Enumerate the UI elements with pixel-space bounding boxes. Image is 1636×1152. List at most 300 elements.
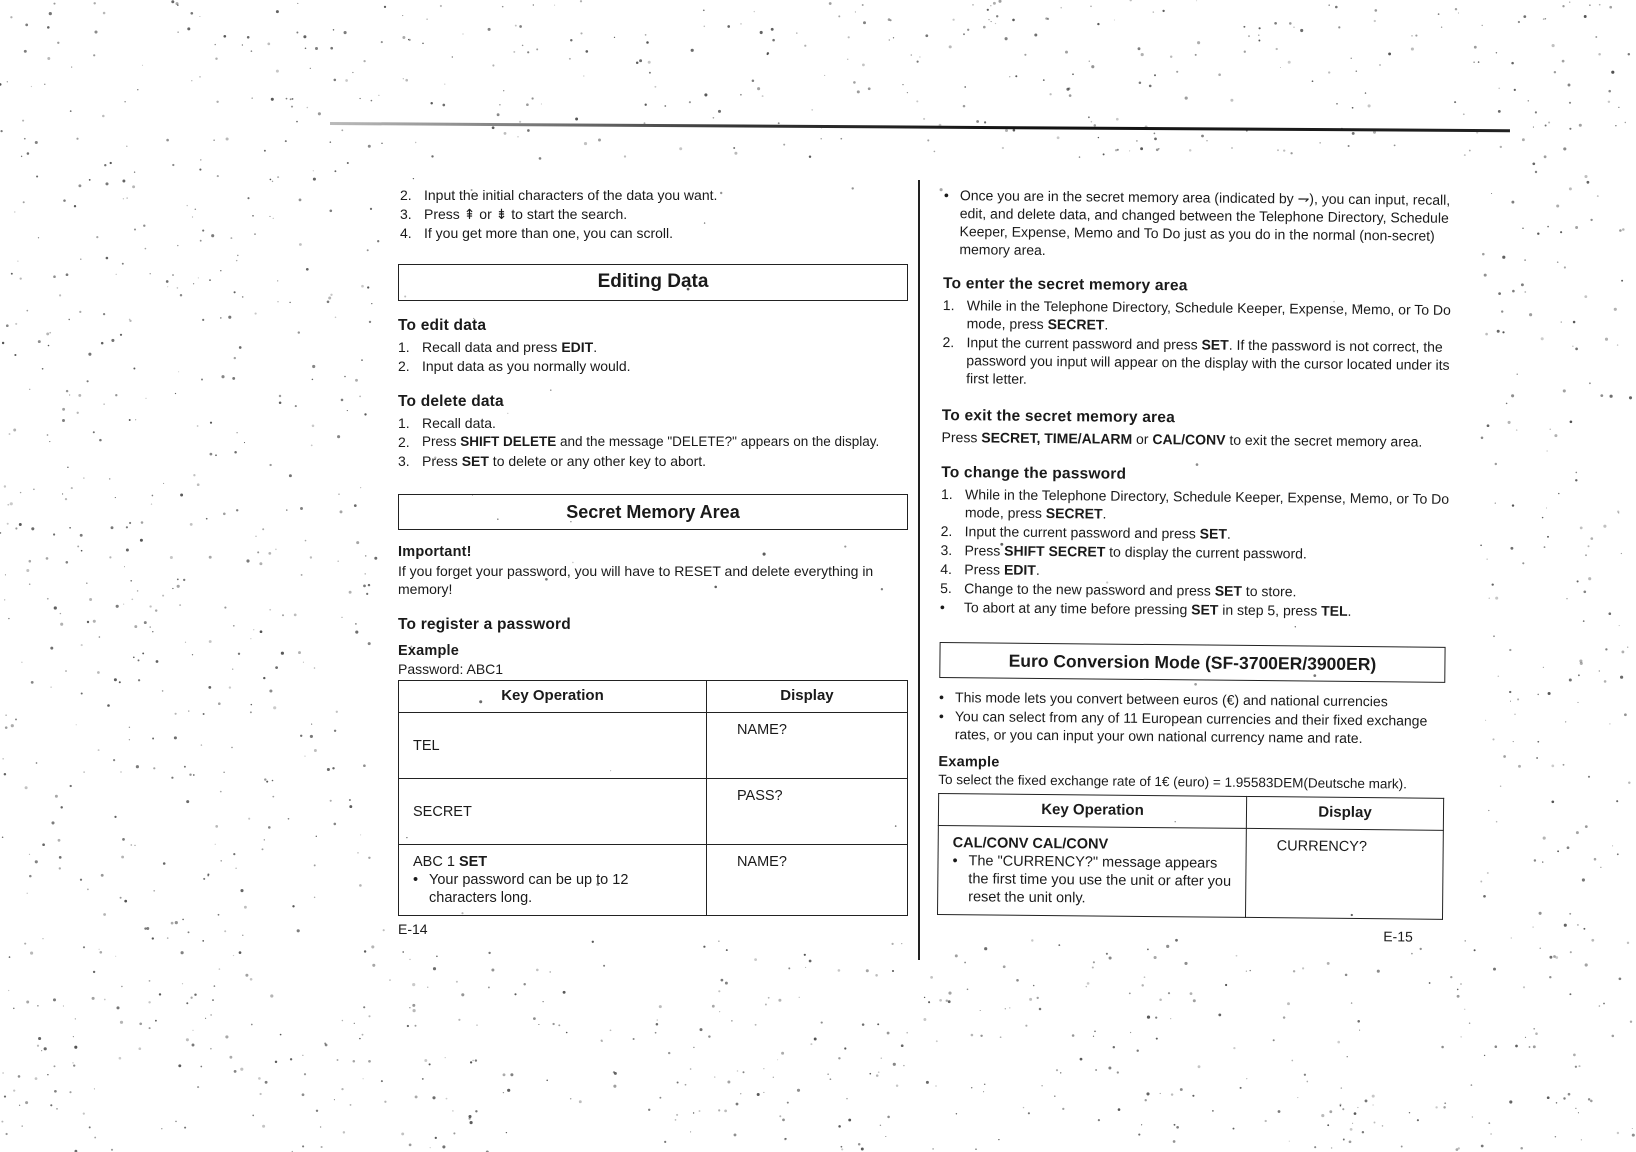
noise-dot [363,60,365,62]
noise-dot [1543,837,1546,840]
noise-dot [267,43,270,46]
noise-dot [703,946,705,948]
noise-dot [1553,955,1556,958]
noise-dot [1469,150,1471,152]
noise-dot [62,419,65,422]
noise-dot [1374,20,1376,22]
key-operation-header: Key Operation [938,793,1246,828]
noise-dot [1185,97,1188,100]
noise-dot [190,523,193,526]
noise-dot [134,625,137,628]
noise-dot [15,718,17,720]
noise-dot [1409,1112,1410,1113]
noise-dot [785,1138,787,1140]
noise-dot [645,34,647,36]
noise-dot [1627,942,1629,944]
noise-dot [693,1112,694,1113]
noise-dot [1341,1087,1342,1088]
noise-dot [231,747,232,748]
noise-dot [896,1084,898,1086]
noise-dot [54,606,57,609]
noise-dot [15,323,17,325]
noise-dot [502,6,504,8]
noise-dot [1509,649,1511,651]
noise-dot [353,1060,356,1063]
noise-dot [1532,162,1535,165]
noise-dot [740,1093,741,1094]
noise-dot [1170,56,1172,58]
noise-dot [1089,60,1090,61]
noise-dot [76,138,78,140]
noise-dot [685,1084,687,1086]
noise-dot [1533,1045,1536,1048]
noise-dot [779,1115,781,1117]
noise-dot [797,1089,800,1092]
delete-data-title: To delete data [398,393,504,410]
noise-dot [135,419,136,420]
noise-dot [9,433,11,435]
noise-dot [264,839,265,840]
noise-dot [178,371,179,372]
noise-dot [1365,1099,1368,1102]
noise-dot [41,1050,42,1051]
noise-dot [1098,1119,1100,1121]
noise-dot [193,774,195,776]
noise-dot [14,211,15,212]
noise-dot [337,560,339,562]
noise-dot [1356,70,1358,72]
noise-dot [182,919,184,921]
noise-dot [290,98,292,100]
noise-dot [199,76,200,77]
noise-dot [65,498,67,500]
noise-dot [48,345,50,347]
noise-dot [5,574,6,575]
noise-dot [1377,970,1380,973]
noise-dot [433,967,436,970]
noise-dot [137,89,138,90]
noise-dot [116,1006,119,1009]
noise-dot [1280,67,1281,68]
noise-dot [368,145,371,148]
noise-dot [359,1038,360,1039]
noise-dot [821,1022,823,1024]
noise-dot [458,1019,460,1021]
list-item: 3. Press SET to delete or any other key to abort. [398,453,707,469]
noise-dot [21,1125,22,1126]
noise-dot [110,162,112,164]
noise-dot [1277,149,1279,151]
noise-dot [72,1062,73,1063]
noise-dot [74,205,76,207]
noise-dot [475,1110,477,1112]
noise-dot [1184,962,1187,965]
noise-dot [838,1057,840,1059]
noise-dot [203,713,205,715]
noise-dot [415,1025,417,1027]
noise-dot [47,1074,48,1075]
noise-dot [1441,1046,1444,1049]
noise-dot [141,521,144,524]
noise-dot [1536,757,1538,759]
noise-dot [239,346,242,349]
noise-dot [1542,517,1543,518]
noise-dot [987,9,989,11]
noise-dot [491,969,494,972]
noise-dot [1612,845,1613,846]
noise-dot [1394,144,1396,146]
noise-dot [580,0,582,2]
euro-example-title: Example [938,753,1000,771]
noise-dot [115,956,116,957]
noise-dot [1558,493,1559,494]
noise-dot [1632,1128,1633,1129]
noise-dot [1578,1065,1580,1067]
noise-dot [1166,945,1169,948]
noise-dot [215,844,216,845]
noise-dot [1458,13,1459,14]
noise-dot [192,654,193,655]
noise-dot [558,1024,560,1026]
noise-dot [42,368,44,370]
noise-dot [613,1085,616,1088]
noise-dot [49,12,52,15]
noise-dot [809,960,812,963]
noise-dot [1546,507,1547,508]
noise-dot [923,118,925,120]
noise-dot [949,45,952,48]
noise-dot [78,184,81,187]
noise-dot [926,1081,929,1084]
noise-dot [244,442,245,443]
noise-dot [1576,831,1579,834]
noise-dot [277,280,278,281]
noise-dot [363,585,366,588]
noise-dot [1108,1067,1111,1070]
noise-dot [312,379,314,381]
noise-dot [712,1005,715,1008]
noise-dot [1496,52,1497,53]
noise-dot [265,1081,268,1084]
noise-dot [1547,536,1549,538]
noise-dot [453,1132,455,1134]
noise-dot [1117,149,1119,151]
noise-dot [1047,18,1049,20]
noise-dot [1612,1035,1615,1038]
noise-dot [273,218,274,219]
noise-dot [736,1103,739,1106]
noise-dot [1461,1036,1462,1037]
noise-dot [60,806,62,808]
noise-dot [26,569,29,572]
noise-dot [936,1040,938,1042]
noise-dot [1087,982,1090,985]
noise-dot [272,181,273,182]
noise-dot [310,735,313,738]
noise-dot [1584,175,1587,178]
noise-dot [116,605,119,608]
noise-dot [23,201,25,203]
noise-dot [1557,261,1559,263]
noise-dot [1585,963,1588,966]
noise-dot [829,2,832,5]
noise-dot [1009,1007,1010,1008]
noise-dot [334,79,337,82]
noise-dot [405,79,408,82]
noise-dot [725,982,728,985]
noise-dot [964,962,966,964]
noise-dot [6,1133,8,1135]
noise-dot [718,1109,720,1111]
noise-dot [1525,1037,1526,1038]
noise-dot [273,706,276,709]
noise-dot [60,623,63,626]
noise-dot [2,342,4,344]
noise-dot [1610,395,1613,398]
noise-dot [440,5,442,7]
noise-dot [268,552,271,555]
noise-dot [923,1018,926,1021]
noise-dot [935,1085,936,1086]
noise-dot [639,59,642,62]
noise-dot [866,969,869,972]
noise-dot [468,1117,470,1119]
noise-dot [197,425,199,427]
noise-dot [366,593,368,595]
noise-dot [55,795,58,798]
noise-dot [170,556,173,559]
noise-dot [123,198,124,199]
noise-dot [503,1073,506,1076]
noise-dot [175,1121,177,1123]
noise-dot [1340,1105,1342,1107]
noise-dot [1093,961,1095,963]
noise-dot [329,209,332,212]
noise-dot [134,845,135,846]
noise-dot [1171,1093,1173,1095]
noise-dot [368,1060,371,1063]
noise-dot [304,1073,306,1075]
noise-dot [727,1081,730,1084]
noise-dot [83,946,85,948]
noise-dot [1502,331,1504,333]
noise-dot [1608,612,1611,615]
noise-dot [19,523,22,526]
noise-dot [93,620,96,623]
noise-dot [334,823,337,826]
noise-dot [1248,35,1250,37]
noise-dot [251,704,252,705]
noise-dot [1594,858,1597,861]
noise-dot [636,62,639,65]
noise-dot [1058,944,1060,946]
noise-dot [1567,846,1570,849]
noise-dot [175,713,177,715]
noise-dot [1573,321,1576,324]
noise-dot [83,1113,85,1115]
noise-dot [269,689,272,692]
noise-dot [1352,107,1354,109]
noise-dot [1517,374,1518,375]
noise-dot [1156,1038,1158,1040]
noise-dot [432,1096,435,1099]
noise-dot [1514,89,1516,91]
noise-dot [223,772,224,773]
noise-dot [1584,15,1587,18]
noise-dot [123,604,124,605]
noise-dot [59,856,62,859]
noise-dot [57,42,59,44]
noise-dot [1015,75,1017,77]
noise-dot [1524,291,1526,293]
noise-dot [183,579,185,581]
noise-dot [1628,53,1630,55]
list-item: 1. Recall data. [398,415,496,431]
noise-dot [1246,971,1247,972]
noise-dot [1025,1025,1027,1027]
list-item: 2. Input data as you normally would. [398,358,631,374]
noise-dot [177,245,178,246]
noise-dot [1349,1140,1352,1143]
noise-dot [240,1068,243,1071]
list-item: 2. Input the current password and press SET. If the password is not correct, the password you input will appear on the display with the cursor located under its first letter. [942,333,1450,387]
noise-dot [1289,1141,1290,1142]
noise-dot [781,1052,784,1055]
noise-dot [363,1078,364,1079]
noise-dot [297,3,298,4]
noise-dot [312,365,315,368]
noise-dot [1540,948,1541,949]
noise-dot [1197,41,1200,44]
noise-dot [1533,127,1534,128]
noise-dot [967,989,969,991]
register-password-title: To register a password [398,616,571,633]
noise-dot [1005,37,1008,40]
noise-dot [1357,1107,1358,1108]
noise-dot [755,1024,757,1026]
change-steps [940,485,1461,621]
noise-dot [718,941,719,942]
noise-dot [46,332,49,335]
noise-dot [445,1057,446,1058]
noise-dot [517,136,519,138]
noise-dot [893,1063,896,1066]
noise-dot [1548,121,1550,123]
noise-dot [1575,472,1577,474]
noise-dot [1016,979,1019,982]
noise-dot [1056,1069,1058,1071]
noise-dot [878,1071,880,1073]
noise-dot [254,233,256,235]
noise-dot [906,1032,908,1034]
noise-dot [1543,18,1545,20]
noise-dot [314,667,316,669]
noise-dot [1033,985,1035,987]
noise-dot [659,1005,662,1008]
noise-dot [1192,1095,1194,1097]
noise-dot [384,1101,386,1103]
noise-dot [1002,147,1004,149]
noise-dot [47,434,49,436]
noise-dot [233,853,235,855]
noise-dot [504,132,507,135]
noise-dot [279,395,281,397]
noise-dot [1141,984,1143,986]
noise-dot [365,555,367,557]
noise-dot [726,949,728,951]
noise-dot [1139,82,1142,85]
noise-dot [668,1052,670,1054]
noise-dot [190,997,192,999]
noise-dot [156,660,159,663]
noise-dot [1168,992,1170,994]
noise-dot [1246,1078,1247,1079]
noise-dot [488,986,490,988]
noise-dot [1343,1139,1345,1141]
noise-dot [359,98,360,99]
noise-dot [236,509,238,511]
noise-dot [1588,776,1590,778]
noise-dot [18,1075,21,1078]
noise-dot [838,15,840,17]
noise-dot [1372,1095,1375,1098]
noise-dot [73,1064,75,1066]
noise-dot [251,50,253,52]
noise-dot [318,112,321,115]
noise-dot [163,862,166,865]
noise-dot [718,990,720,992]
noise-dot [1118,1108,1121,1111]
noise-dot [1619,977,1622,980]
noise-dot [59,867,61,869]
noise-dot [242,935,243,936]
noise-dot [1547,226,1549,228]
noise-dot [162,690,164,692]
noise-dot [543,1001,544,1002]
noise-dot [1153,11,1154,12]
noise-dot [109,478,111,480]
noise-dot [523,983,525,985]
noise-dot [1464,1009,1465,1010]
display-header: Display [706,681,907,713]
noise-dot [1029,998,1032,1001]
noise-dot [277,301,278,302]
noise-dot [341,399,344,402]
noise-dot [1136,140,1138,142]
noise-dot [70,785,72,787]
noise-dot [1545,18,1547,20]
list-item: • You can select from any of 11 European currencies and their fixed exchange rates, or you can input your own national currency name and rate. [938,707,1428,747]
noise-dot [1231,147,1232,148]
noise-dot [1485,333,1488,336]
noise-dot [269,216,270,217]
noise-dot [1474,949,1476,951]
noise-dot [194,993,196,995]
noise-dot [424,1059,427,1062]
enter-secret-title: To enter the secret memory area [942,274,1188,295]
noise-dot [1568,1093,1571,1096]
list-item: 5. Change to the new password and press SET to store. [940,579,1297,600]
noise-dot [858,1143,861,1146]
noise-dot [262,528,264,530]
noise-dot [210,422,212,424]
noise-dot [1013,129,1016,132]
noise-dot [144,621,147,624]
noise-dot [361,285,364,288]
noise-dot [251,97,253,99]
noise-dot [1554,434,1557,437]
noise-dot [211,234,214,237]
